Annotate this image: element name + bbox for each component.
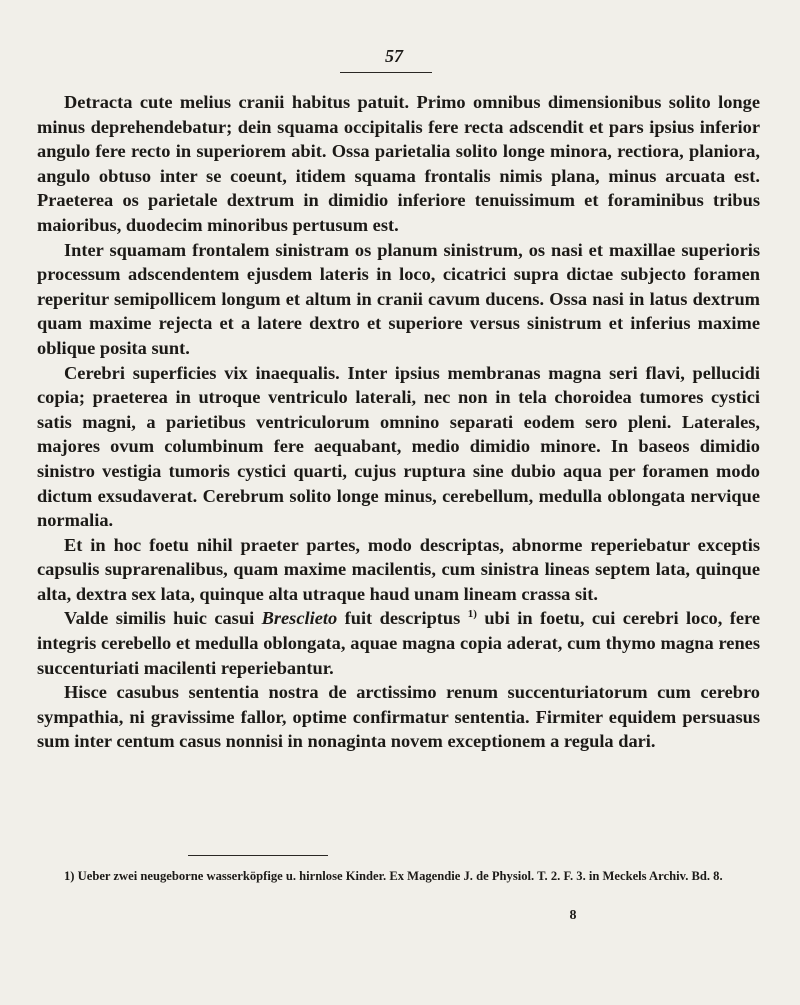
signature-mark: 8 [569, 908, 577, 923]
paragraph-conclusion: Hisce casubus sententia nostra de arctissimo renum succenturiatorum cum cerebro sympathia, ni gravissime fallor, optime confirmatur sententia. Firmiter equidem persuasus sum inter centum casus nonnisi in nonaginta novem exceptionem a regula dari. [37, 682, 760, 752]
author-name: Bresclieto [261, 608, 338, 629]
paragraph-cranium: Detracta cute melius cranii habitus patuit. Primo omnibus dimensionibus solito longe minus deprehendebatur; dein squama occipitalis fere recta adscendit et pars ipsius inferior angulo fere recto in superiorem abit. Ossa parietalia solito longe minora, rectiora, planiora, angulo obtuso inter se coeunt, itidem squama frontalis nimis plana, minus arcuata est. Praeterea os parietale dextrum in dimidio inferiore tenuissimum et foraminibus tribus maioribus, duodecim minoribus pertusum est. [37, 92, 760, 235]
paragraph-breschet [37, 606, 760, 680]
breschet-text-before: Valde similis huic casui [64, 608, 262, 629]
paragraph-cerebrum: Cerebri superficies vix inaequalis. Inter ipsius membranas magna seri flavi, pellucidi copia; praeterea in utroque ventriculo laterali, nec non in tela choroidea tumores cystici satis magni, a parietibus ventriculorum omnino separati eodem sero pleni. Laterales, majores ovum columbinum fere aequabant, medio dimidio minore. In baseos dimidio sinistro vestigia tumoris cystici quarti, cujus ruptura sine dubio aqua per foramen modo dictum exsudaverat. Cerebrum solito longe minus, cerebellum, medulla oblongata nervique normalia. [37, 362, 760, 531]
paragraph-capsulae: Et in hoc foetu nihil praeter partes, modo descriptas, abnorme reperiebatur exceptis capsulis suprarenalibus, quam maxime macilentis, cum sinistra lineas septem lata, quinque alta, dextra sex lata, quinque alta utraque haud unam lineam crassa sit. [37, 534, 760, 604]
page-number: 57 [385, 46, 403, 66]
footnote-text: Ueber zwei neugeborne wasserköpfige u. hirnlose Kinder. Ex Magendie J. de Physiol. T. 2. F. 3. in Meckels Archiv. Bd. 8. [74, 869, 723, 883]
body-text [37, 90, 760, 754]
footnote-reference: 1) [467, 608, 477, 621]
breschet-text-after: ubi in foetu, cui cerebri loco, fere integris cerebello et medulla oblongata, aquae magna copia aderat, cum thymo magna renes succenturiati macilenti reperiebantur. [37, 608, 760, 678]
footnote-entry [37, 868, 760, 885]
paragraph-foramen: Inter squamam frontalem sinistram os planum sinistrum, os nasi et maxillae superioris processum adscendentem ejusdem lateris in loco, cicatrici supra dictae subjecto foramen reperitur semipollicem longum et altum in cranii cavum ducens. Ossa nasi in latus dextrum quam maxime rejecta et a latere dextro et superiore versus sinistrum et inferius maxime oblique posita sunt. [37, 239, 760, 358]
breschet-text-middle: fuit descriptus [337, 608, 468, 629]
header-rule [340, 72, 432, 73]
footnote [37, 868, 760, 885]
footnote-mark: 1) [64, 869, 75, 883]
footnote-rule [188, 855, 328, 856]
